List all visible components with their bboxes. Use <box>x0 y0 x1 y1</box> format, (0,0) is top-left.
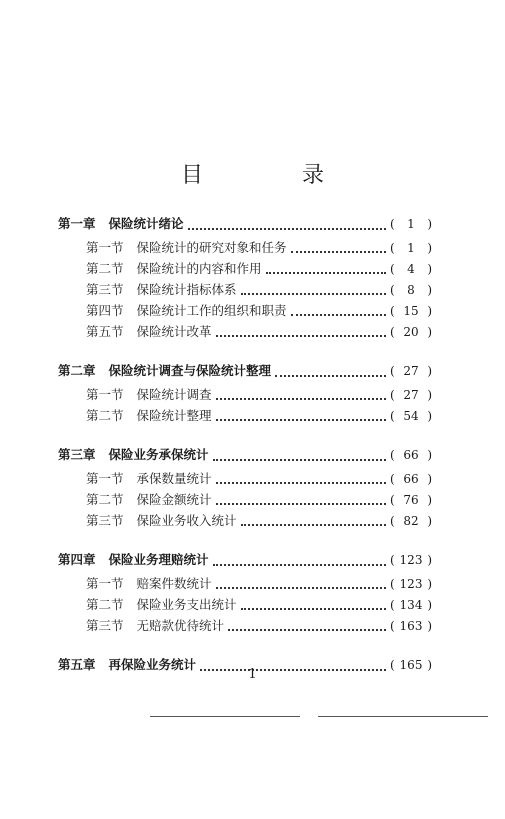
entry-page: ( 1 ) <box>390 217 432 231</box>
entry-page-value: 66 <box>403 472 419 486</box>
entry-title: 保险统计指标体系 <box>136 282 237 297</box>
entry-page-value: 123 <box>399 553 423 567</box>
entry-number: 第三节 <box>86 618 124 633</box>
entry-title: 赔案件数统计 <box>136 576 212 591</box>
entry-page-value: 54 <box>403 409 419 423</box>
entry-page-value: 163 <box>399 619 423 633</box>
entry-page: ( 134 ) <box>390 598 432 612</box>
dot-leader <box>216 398 386 400</box>
entry-page: ( 15 ) <box>390 304 432 318</box>
entry-number: 第一节 <box>86 387 124 402</box>
dot-leader <box>216 419 386 421</box>
toc-chapter-block <box>58 214 432 343</box>
entry-title: 保险统计绪论 <box>108 216 184 231</box>
toc-chapter-entry <box>58 214 432 238</box>
entry-page: ( 20 ) <box>390 325 432 339</box>
entry-page-value: 4 <box>407 262 415 276</box>
toc-section-entry <box>58 322 432 343</box>
entry-page: ( 165 ) <box>390 658 432 672</box>
entry-number: 第一节 <box>86 576 124 591</box>
entry-title: 保险统计工作的组织和职责 <box>136 303 287 318</box>
toc-section-entry <box>58 259 432 280</box>
entry-title: 保险统计整理 <box>136 408 212 423</box>
entry-page: ( 123 ) <box>390 553 432 567</box>
footer-rule <box>150 716 300 717</box>
entry-page-value: 66 <box>403 448 419 462</box>
toc-chapter-block <box>58 550 432 637</box>
entry-number: 第一节 <box>86 471 124 486</box>
entry-title: 保险统计的研究对象和任务 <box>136 240 287 255</box>
dot-leader <box>241 608 386 610</box>
entry-page: ( 66 ) <box>390 448 432 462</box>
entry-page: ( 54 ) <box>390 409 432 423</box>
entry-page: ( 4 ) <box>390 262 432 276</box>
toc-section-entry <box>58 616 432 637</box>
dot-leader <box>213 564 386 566</box>
dot-leader <box>213 459 386 461</box>
entry-title: 保险业务支出统计 <box>136 597 237 612</box>
entry-page: ( 163 ) <box>390 619 432 633</box>
toc-section-entry <box>58 490 432 511</box>
dot-leader <box>266 272 386 274</box>
toc-section-entry <box>58 280 432 301</box>
entry-title: 保险统计改革 <box>136 324 212 339</box>
entry-title: 再保险业务统计 <box>108 657 197 672</box>
entry-number: 第二章 <box>58 363 96 378</box>
entry-title: 保险统计调查与保险统计整理 <box>108 363 272 378</box>
entry-number: 第二节 <box>86 261 124 276</box>
toc-section-entry <box>58 385 432 406</box>
entry-page: ( 8 ) <box>390 283 432 297</box>
entry-number: 第二节 <box>86 492 124 507</box>
entry-number: 第一章 <box>58 216 96 231</box>
entry-page: ( 76 ) <box>390 493 432 507</box>
entry-number: 第四节 <box>86 303 124 318</box>
toc-chapter-entry <box>58 445 432 469</box>
toc-chapter-block <box>58 445 432 532</box>
dot-leader <box>216 482 386 484</box>
toc-section-entry <box>58 301 432 322</box>
toc-section-entry <box>58 574 432 595</box>
entry-title: 无赔款优待统计 <box>136 618 225 633</box>
toc-section-entry <box>58 238 432 259</box>
footer-rule <box>318 716 488 717</box>
entry-page-value: 15 <box>403 304 419 318</box>
dot-leader <box>291 314 386 316</box>
entry-page-value: 76 <box>403 493 419 507</box>
dot-leader <box>216 503 386 505</box>
toc-section-entry <box>58 595 432 616</box>
entry-page-value: 20 <box>403 325 419 339</box>
entry-page-value: 27 <box>403 388 419 402</box>
entry-number: 第四章 <box>58 552 96 567</box>
toc-chapter-entry <box>58 550 432 574</box>
entry-title: 保险金额统计 <box>136 492 212 507</box>
dot-leader <box>241 293 386 295</box>
table-of-contents <box>58 214 432 697</box>
entry-page: ( 123 ) <box>390 577 432 591</box>
entry-title: 承保数量统计 <box>136 471 212 486</box>
entry-page: ( 66 ) <box>390 472 432 486</box>
entry-page-value: 134 <box>399 598 423 612</box>
entry-page-value: 1 <box>407 241 415 255</box>
entry-page-value: 27 <box>403 364 419 378</box>
entry-page: ( 27 ) <box>390 364 432 378</box>
entry-title: 保险业务收入统计 <box>136 513 237 528</box>
entry-number: 第三章 <box>58 447 96 462</box>
entry-title: 保险统计调查 <box>136 387 212 402</box>
entry-page-value: 123 <box>399 577 423 591</box>
toc-chapter-block <box>58 361 432 427</box>
entry-number: 第三节 <box>86 513 124 528</box>
dot-leader <box>188 228 386 230</box>
entry-title: 保险统计的内容和作用 <box>136 261 262 276</box>
dot-leader <box>216 335 386 337</box>
entry-number: 第五节 <box>86 324 124 339</box>
toc-section-entry <box>58 406 432 427</box>
entry-page: ( 1 ) <box>390 241 432 255</box>
dot-leader <box>241 524 386 526</box>
entry-number: 第三节 <box>86 282 124 297</box>
entry-title: 保险业务承保统计 <box>108 447 209 462</box>
toc-section-entry <box>58 469 432 490</box>
entry-page: ( 82 ) <box>390 514 432 528</box>
page-title: 目 录 <box>181 163 370 188</box>
entry-number: 第二节 <box>86 408 124 423</box>
toc-chapter-entry <box>58 361 432 385</box>
dot-leader <box>291 251 386 253</box>
entry-page-value: 82 <box>403 514 419 528</box>
dot-leader <box>275 375 386 377</box>
entry-title: 保险业务理赔统计 <box>108 552 209 567</box>
dot-leader <box>216 587 386 589</box>
entry-number: 第一节 <box>86 240 124 255</box>
page-number: 1 <box>248 667 257 682</box>
dot-leader <box>228 629 386 631</box>
entry-page-value: 8 <box>407 283 415 297</box>
toc-section-entry <box>58 511 432 532</box>
entry-number: 第二节 <box>86 597 124 612</box>
entry-page: ( 27 ) <box>390 388 432 402</box>
entry-page-value: 165 <box>399 658 423 672</box>
entry-number: 第五章 <box>58 657 96 672</box>
entry-page-value: 1 <box>407 217 415 231</box>
